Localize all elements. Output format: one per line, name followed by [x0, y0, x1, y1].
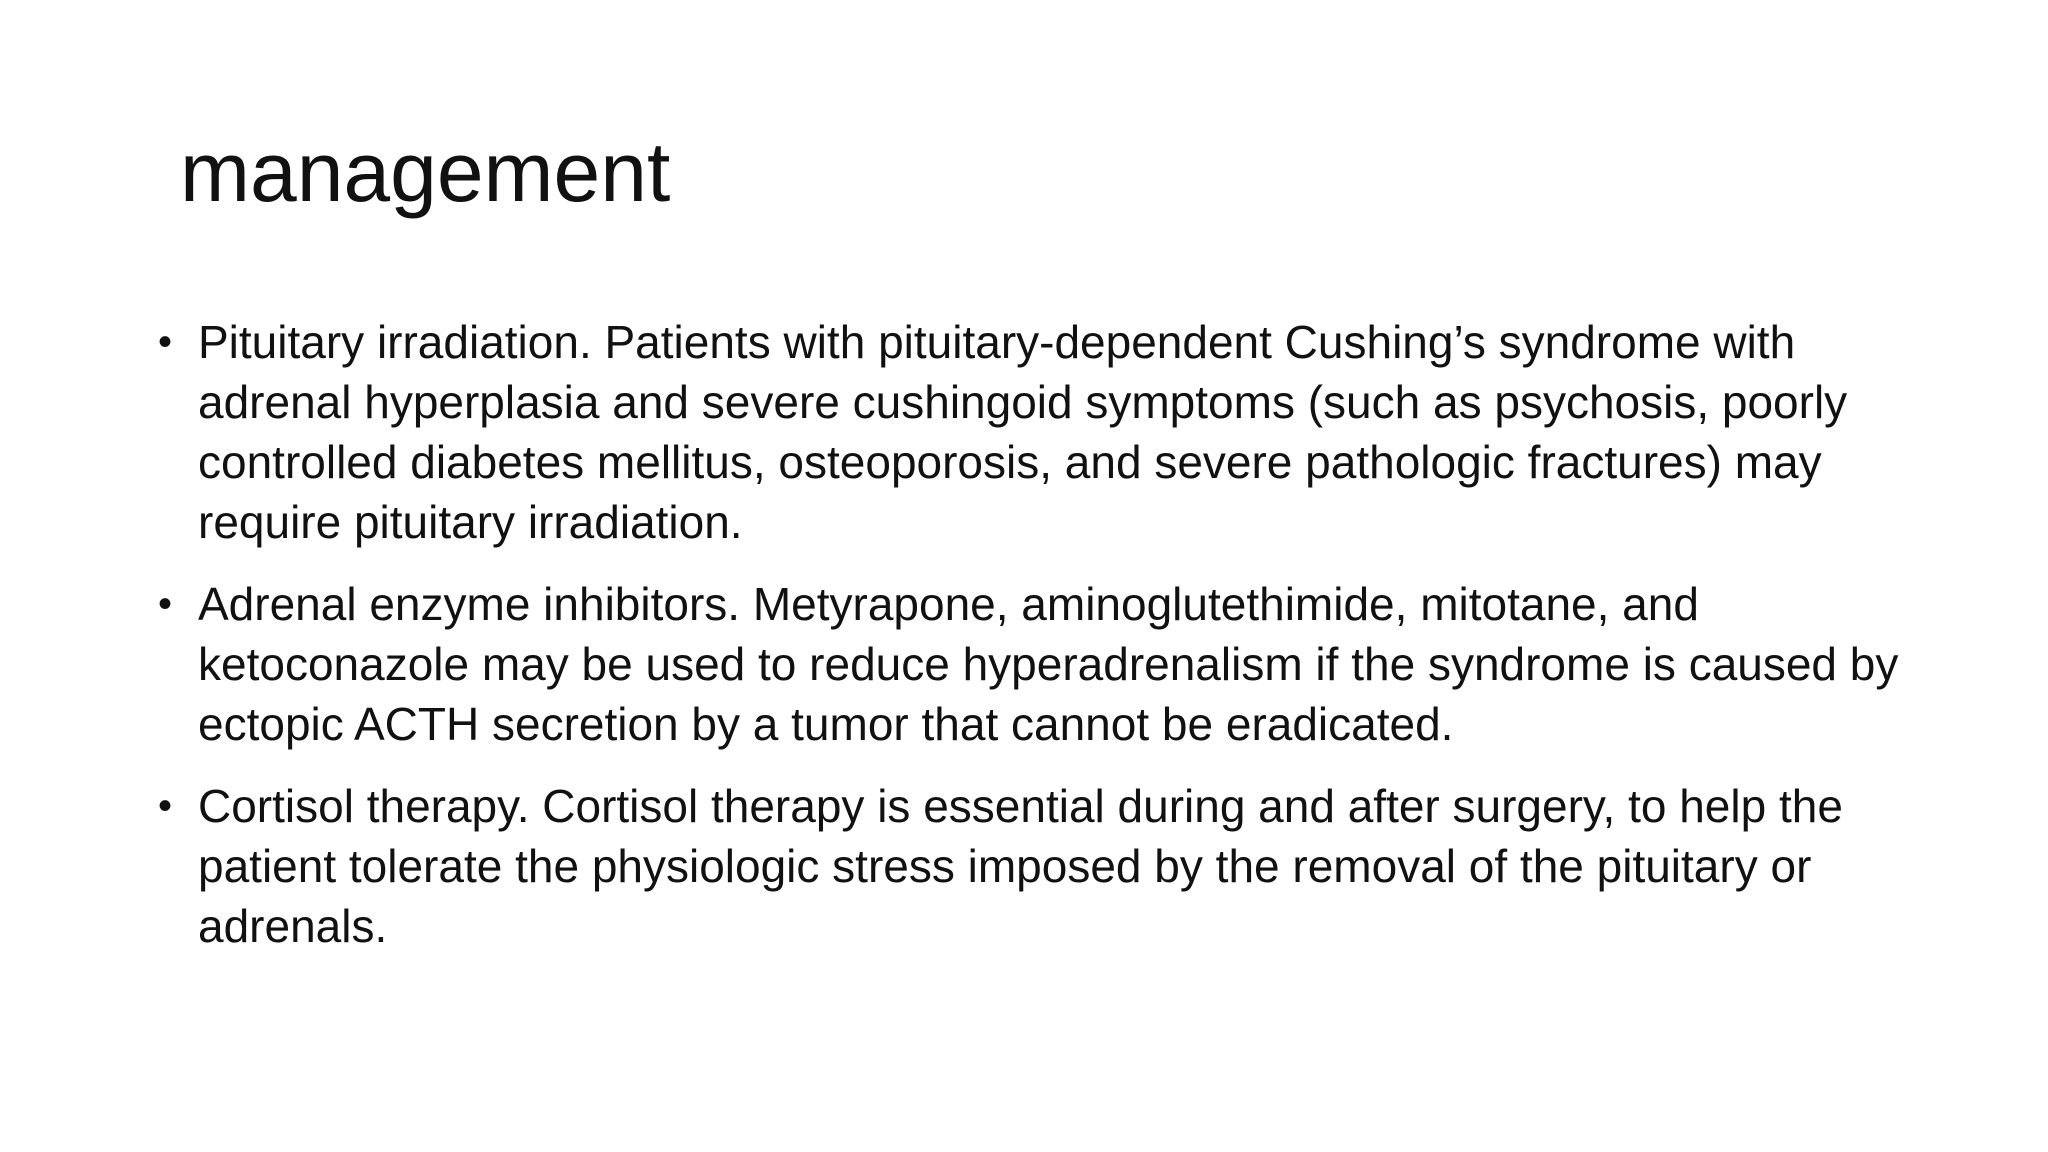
bullet-item-adrenal-enzyme-inhibitors: [152, 574, 1912, 754]
bullet-marker: •: [158, 320, 173, 364]
bullet-text: Adrenal enzyme inhibitors. Metyrapone, aminoglutethimide, mitotane, and ketoconazole may be used to reduce hyperadrenalism if the syndrome is caused by ectopic ACTH secretion by a tumor that cannot be eradicated.: [198, 578, 1899, 750]
bullet-item-cortisol-therapy: [152, 776, 1912, 956]
bullet-text: Pituitary irradiation. Patients with pituitary-dependent Cushing’s syndrome with adrenal hyperplasia and severe cushingoid symptoms (such as psychosis, poorly controlled diabetes mellitus, osteoporosis, and severe pathologic fractures) may require pituitary irradiation.: [198, 316, 1848, 548]
bullet-text: Cortisol therapy. Cortisol therapy is essential during and after surgery, to help the patient tolerate the physiologic stress imposed by the removal of the pituitary or adrenals.: [198, 780, 1843, 952]
slide-title: management: [180, 125, 671, 219]
bullet-marker: •: [158, 582, 173, 626]
bullet-item-pituitary-irradiation: [152, 312, 1912, 552]
bullet-list: [152, 312, 1912, 978]
bullet-marker: •: [158, 784, 173, 828]
